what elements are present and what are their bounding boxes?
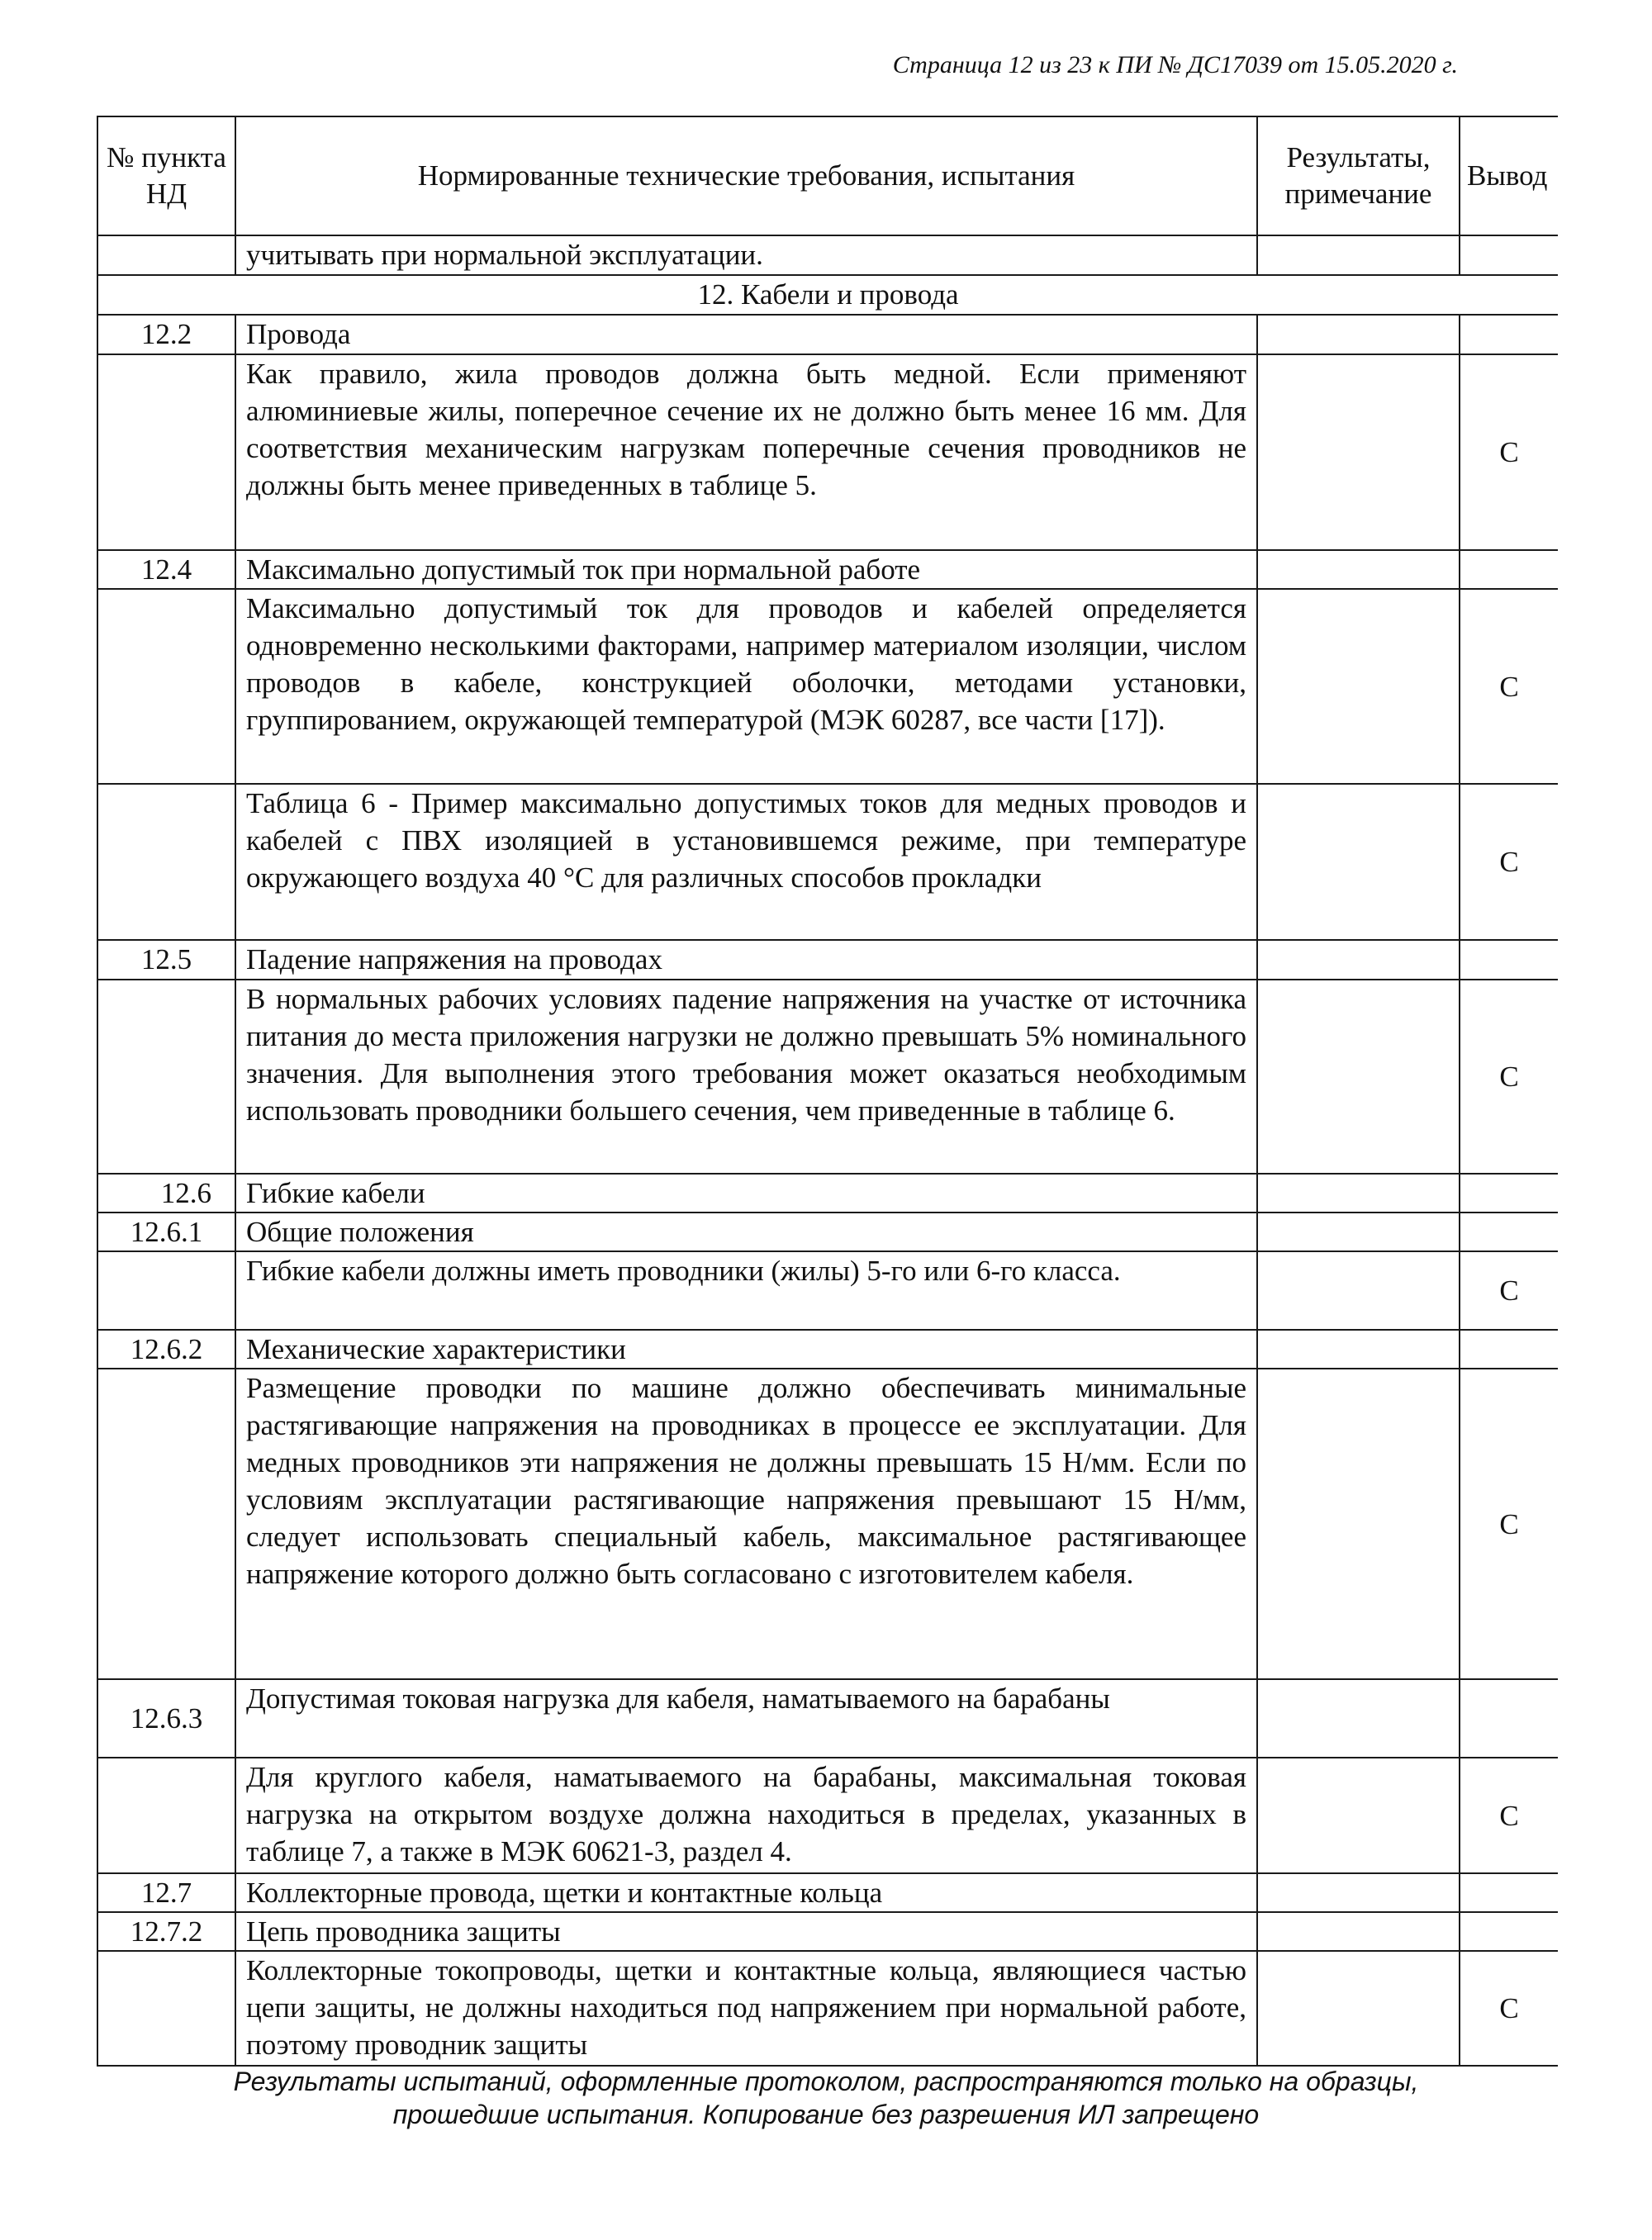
table-header-row	[97, 116, 1558, 235]
requirements-table	[97, 116, 1558, 2067]
cell-requirement: Коллекторные токопроводы, щетки и контактные кольца, являющиеся частью цепи защиты, не должны находиться под напряжением при нормальной работе, поэтому проводник защиты	[235, 1951, 1257, 2066]
table-row	[97, 1912, 1558, 1951]
table-row	[97, 784, 1558, 940]
cell-result	[1257, 550, 1460, 589]
cell-conclusion: С	[1460, 1369, 1558, 1679]
cell-result	[1257, 1873, 1460, 1912]
section-row	[97, 275, 1558, 315]
cell-requirement: Для круглого кабеля, наматываемого на барабаны, максимальная токовая нагрузка на открытом воздухе должна находиться в пределах, указанных в таблице 7, а также в МЭК 60621-3, раздел 4.	[235, 1758, 1257, 1873]
cell-num: 12.4	[97, 550, 235, 589]
cell-num	[97, 1251, 235, 1330]
cell-conclusion: С	[1460, 1951, 1558, 2066]
footer-line-2: прошедшие испытания. Копирование без разрешения ИЛ запрещено	[392, 2100, 1260, 2129]
table-row	[97, 1330, 1558, 1369]
cell-num	[97, 589, 235, 784]
cell-result	[1257, 1369, 1460, 1679]
column-header-num: № пункта НД	[97, 116, 235, 235]
cell-requirement: Общие положения	[235, 1213, 1257, 1251]
cell-num	[97, 235, 235, 275]
cell-requirement: Как правило, жила проводов должна быть медной. Если применяют алюминиевые жилы, поперечное сечение их не должно быть менее 16 мм. Для соответствия механическим нагрузкам поперечные сечения проводников не должны быть менее приведенных в таблице 5.	[235, 354, 1257, 550]
table-row	[97, 315, 1558, 354]
cell-num	[97, 1951, 235, 2066]
cell-result	[1257, 315, 1460, 354]
table-row	[97, 589, 1558, 784]
table-row	[97, 235, 1558, 275]
cell-num: 12.6.3	[97, 1679, 235, 1758]
cell-num	[97, 354, 235, 550]
table-row	[97, 1213, 1558, 1251]
cell-result	[1257, 1330, 1460, 1369]
cell-conclusion	[1460, 315, 1558, 354]
cell-num: 12.7.2	[97, 1912, 235, 1951]
cell-conclusion	[1460, 1912, 1558, 1951]
cell-result	[1257, 235, 1460, 275]
cell-result	[1257, 1758, 1460, 1873]
cell-conclusion: С	[1460, 1251, 1558, 1330]
cell-num	[97, 1369, 235, 1679]
cell-conclusion: С	[1460, 1758, 1558, 1873]
cell-conclusion	[1460, 1330, 1558, 1369]
cell-result	[1257, 940, 1460, 980]
table-row	[97, 1873, 1558, 1912]
cell-requirement: Коллекторные провода, щетки и контактные кольца	[235, 1873, 1257, 1912]
cell-requirement: Падение напряжения на проводах	[235, 940, 1257, 980]
cell-num	[97, 1758, 235, 1873]
cell-result	[1257, 589, 1460, 784]
column-header-requirements: Нормированные технические требования, испытания	[235, 116, 1257, 235]
cell-result	[1257, 1213, 1460, 1251]
cell-requirement: Таблица 6 - Пример максимально допустимых токов для медных проводов и кабелей с ПВХ изоляцией в установившемся режиме, при температуре окружающего воздуха 40 °С для различных способов прокладки	[235, 784, 1257, 940]
cell-requirement: Размещение проводки по машине должно обеспечивать минимальные растягивающие напряжения на проводниках в процессе ее эксплуатации. Для медных проводников эти напряжения не должны превышать 15 Н/мм. Если по условиям эксплуатации растягивающие напряжения превышают 15 Н/мм, следует использовать специальный кабель, максимальное растягивающее напряжение которого должно быть согласовано с изготовителем кабеля.	[235, 1369, 1257, 1679]
cell-conclusion: С	[1460, 354, 1558, 550]
cell-num: 12.2	[97, 315, 235, 354]
cell-num: 12.6.1	[97, 1213, 235, 1251]
cell-result	[1257, 1174, 1460, 1213]
column-header-results: Результаты, примечание	[1257, 116, 1460, 235]
cell-requirement: Допустимая токовая нагрузка для кабеля, наматываемого на барабаны	[235, 1679, 1257, 1758]
footer-note	[0, 2065, 1652, 2131]
table-row	[97, 1951, 1558, 2066]
cell-num: 12.7	[97, 1873, 235, 1912]
cell-num	[97, 784, 235, 940]
table-row	[97, 1679, 1558, 1758]
table-row	[97, 354, 1558, 550]
cell-result	[1257, 1679, 1460, 1758]
cell-conclusion	[1460, 940, 1558, 980]
cell-conclusion	[1460, 1873, 1558, 1912]
cell-conclusion	[1460, 550, 1558, 589]
cell-requirement: Провода	[235, 315, 1257, 354]
cell-result	[1257, 784, 1460, 940]
cell-conclusion: С	[1460, 980, 1558, 1174]
cell-num	[97, 980, 235, 1174]
cell-conclusion: С	[1460, 589, 1558, 784]
table-row	[97, 980, 1558, 1174]
cell-requirement: учитывать при нормальной эксплуатации.	[235, 235, 1257, 275]
cell-requirement: Максимально допустимый ток для проводов и кабелей определяется одновременно несколькими факторами, например материалом изоляции, числом проводов в кабеле, конструкцией оболочки, методами установки, группированием, окружающей температурой (МЭК 60287, все части [17]).	[235, 589, 1257, 784]
cell-requirement: Максимально допустимый ток при нормальной работе	[235, 550, 1257, 589]
cell-result	[1257, 980, 1460, 1174]
cell-requirement: Гибкие кабели	[235, 1174, 1257, 1213]
section-title: 12. Кабели и провода	[97, 275, 1558, 315]
cell-result	[1257, 1951, 1460, 2066]
table-row	[97, 1251, 1558, 1330]
cell-conclusion	[1460, 1679, 1558, 1758]
cell-conclusion	[1460, 235, 1558, 275]
cell-result	[1257, 1912, 1460, 1951]
cell-conclusion	[1460, 1213, 1558, 1251]
table-row	[97, 1758, 1558, 1873]
column-header-conclusion: Вывод	[1460, 116, 1558, 235]
table-row	[97, 940, 1558, 980]
cell-num: 12.6	[97, 1174, 235, 1213]
cell-requirement: Механические характеристики	[235, 1330, 1257, 1369]
page-header: Страница 12 из 23 к ПИ № ДС17039 от 15.05.2020 г.	[892, 51, 1458, 78]
cell-requirement: Цепь проводника защиты	[235, 1912, 1257, 1951]
cell-requirement: В нормальных рабочих условиях падение напряжения на участке от источника питания до места приложения нагрузки не должно превышать 5% номинального значения. Для выполнения этого требования может оказаться необходимым использовать проводники большего сечения, чем приведенные в таблице 6.	[235, 980, 1257, 1174]
table-row	[97, 1174, 1558, 1213]
table-row	[97, 550, 1558, 589]
cell-result	[1257, 1251, 1460, 1330]
footer-line-1: Результаты испытаний, оформленные протоколом, распространяются только на образцы,	[233, 2067, 1419, 2096]
cell-conclusion	[1460, 1174, 1558, 1213]
cell-num: 12.6.2	[97, 1330, 235, 1369]
table-row	[97, 1369, 1558, 1679]
cell-result	[1257, 354, 1460, 550]
cell-conclusion: С	[1460, 784, 1558, 940]
cell-requirement: Гибкие кабели должны иметь проводники (жилы) 5-го или 6-го класса.	[235, 1251, 1257, 1330]
cell-num: 12.5	[97, 940, 235, 980]
